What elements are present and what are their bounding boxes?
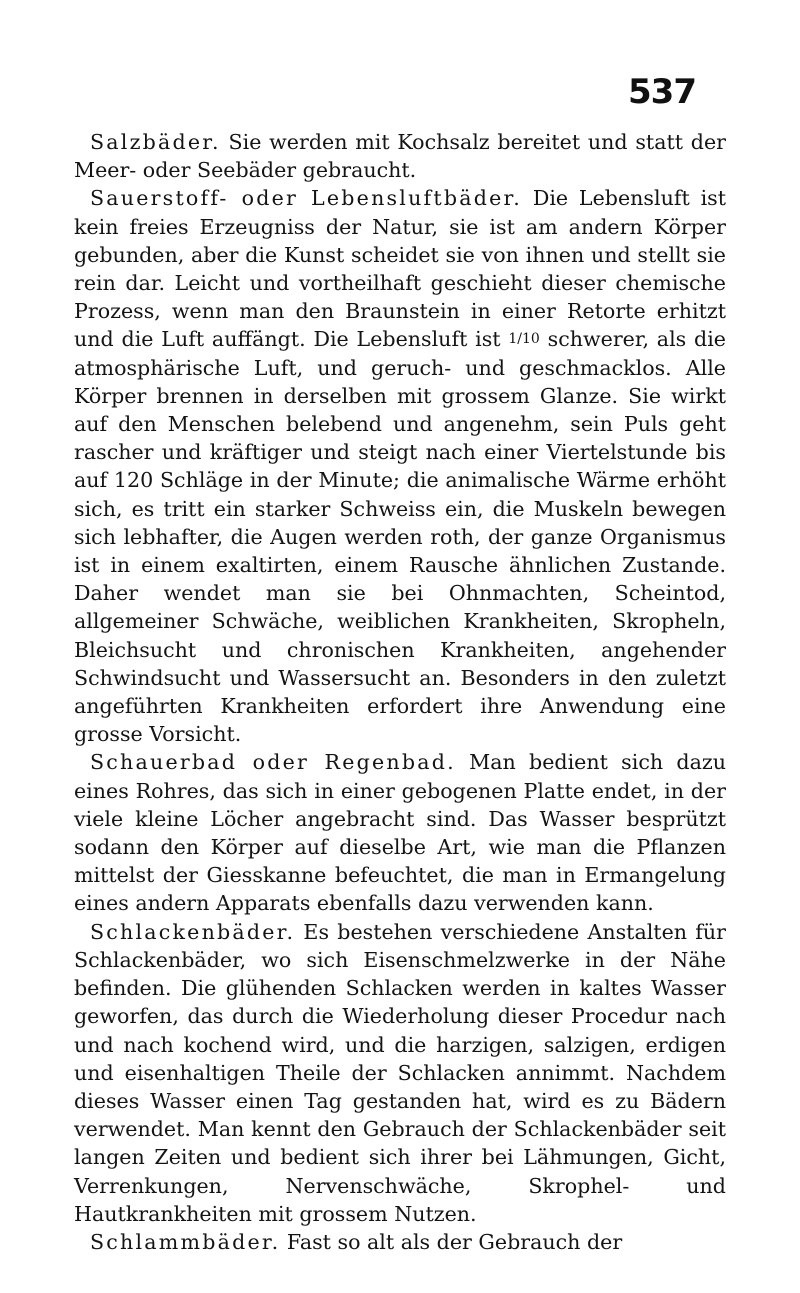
paragraph-schauerbad [74, 748, 726, 917]
paragraph-schlackenbaeder [74, 918, 726, 1228]
paragraph-text: Man bedient sich dazu eines Rohres, das sich in einer gebogenen Platte endet, in der viele kleine Löcher angebracht sind. Das Wasser besprützt sodann den Körper auf dieselbe Art, wie man die Pflanzen mittelst der Giesskanne befeuchtet, die man in Ermangelung eines andern Apparats ebenfalls dazu verwenden kann. [74, 750, 726, 916]
paragraph-text: schwerer, als die atmosphärische Luft, und geruch- und geschmacklos. Alle Körper brennen in derselben mit grossem Glanze. Sie wirkt auf den Menschen belebend und angenehm, sein Puls geht rascher und kräftiger und steigt nach einer Viertelstunde bis auf 120 Schläge in der Minute; die animalische Wärme erhöht sich, es tritt ein starker Schweiss ein, die Muskeln bewegen sich lebhafter, die Augen werden roth, der ganze Organismus ist in einem exaltirten, einem Rausche ähnlichen Zustande. Daher wendet man sie bei Ohnmachten, Scheintod, allgemeiner Schwäche, weiblichen Krankheiten, Skropheln, Bleichsucht und chronischen Krankheiten, angehender Schwindsucht und Wassersucht an. Besonders in den zuletzt angeführten Krankheiten erfordert ihre Anwendung eine grosse Vorsicht. [74, 327, 726, 747]
paragraph-schlammbaeder [74, 1228, 726, 1256]
paragraph-text: Die Lebensluft ist kein freies Erzeugniss der Natur, sie ist am andern Körper gebunden, aber die Kunst scheidet sie von ihnen und stellt sie rein dar. Leicht und vortheilhaft geschieht dieser chemische Prozess, wenn man den Braunstein in einer Retorte erhitzt und die Luft auffängt. Die Lebensluft ist [74, 186, 726, 352]
fraction-one-tenth: 1/10 [508, 331, 540, 348]
term-schauerbad: Schauerbad oder Regenbad. [90, 750, 456, 775]
page-number: 537 [628, 72, 696, 112]
paragraph-text: Sie werden mit Kochsalz bereitet und statt der Meer- oder Seebäder gebraucht. [74, 130, 726, 183]
term-schlammbaeder: Schlammbäder. [90, 1229, 281, 1254]
paragraph-text: Fast so alt als der Gebrauch der [280, 1229, 623, 1254]
paragraph-salzbaeder [74, 128, 726, 184]
term-schlackenbaeder: Schlackenbäder. [90, 919, 296, 944]
body-text [74, 128, 726, 1256]
term-salzbaeder: Salzbäder. [90, 130, 221, 154]
paragraph-sauerstoffbaeder [74, 184, 726, 748]
term-sauerstoffbaeder: Sauerstoff- oder Lebensluftbäder. [90, 186, 523, 211]
paragraph-text: Es bestehen verschiedene Anstalten für Schlackenbäder, wo sich Eisenschmelzwerke in der Nähe befinden. Die glühenden Schlacken werden in kaltes Wasser geworfen, das durch die Wiederholung dieser Procedur nach und nach kochend wird, und die harzigen, salzigen, erdigen und eisenhaltigen Theile der Schlacken annimmt. Nachdem dieses Wasser einen Tag gestanden hat, wird es zu Bädern verwendet. Man kennt den Gebrauch der Schlackenbäder seit langen Zeiten und bedient sich ihrer bei Lähmungen, Gicht, Verrenkungen, Nervenschwäche, Skrophel- und Hautkrankheiten mit grossem Nutzen. [74, 919, 726, 1226]
